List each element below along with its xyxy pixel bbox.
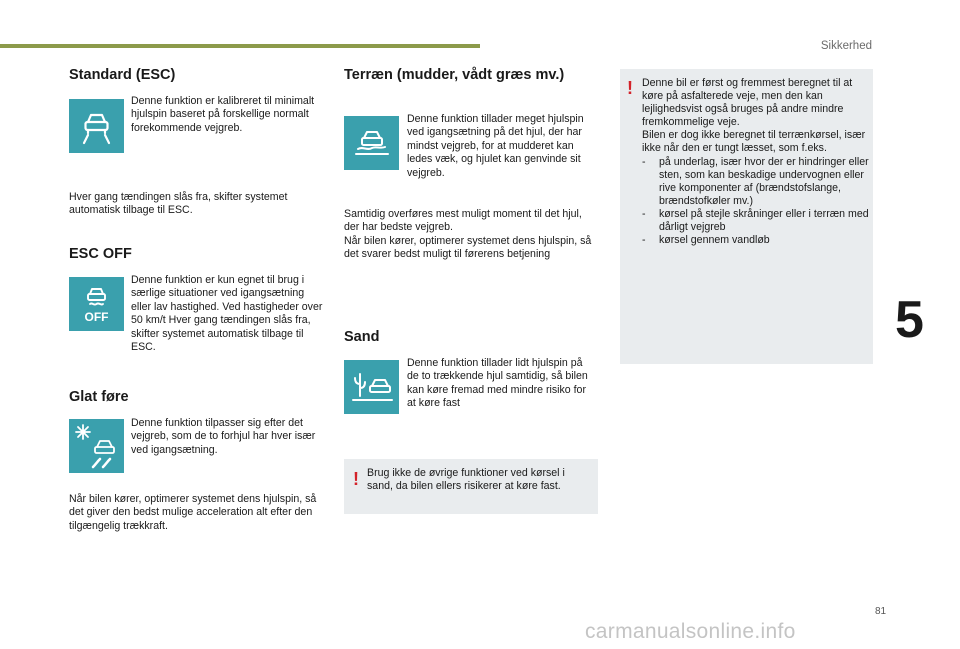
offroad-warning-paragraph-2: Bilen er dog ikke beregnet til terrænkørsel, især ikke når den er tungt læsset, som f.eks.: [642, 129, 866, 155]
glat-fore-description: Denne funktion tilpasser sig efter det vejgreb, som de to forhjul har hver især ved igangsætning.: [131, 417, 316, 456]
offroad-warning-list: [642, 156, 870, 248]
standard-esc-description: Denne funktion er kalibreret til minimalt hjulspin baseret på forskellige normalt forekommende vejgreb.: [131, 95, 315, 134]
standard-esc-note: Hver gang tændingen slås fra, skifter systemet automatisk tilbage til ESC.: [69, 191, 288, 217]
terrain-description: Denne funktion tillader meget hjulspin ved igangsætning på det hjul, der har mindst vejgreb, for at mudderet kan ledes væk, og hjulet kan genvinde sit vejgreb.: [407, 113, 584, 179]
accent-bar: [0, 44, 480, 48]
list-item: - på underlag, især hvor der er hindringer eller sten, som kan beskadige undervognen eller rive komponenter af (brændstofslange, brændstofkøler mv.): [642, 155, 869, 207]
watermark: carmanualsonline.info: [585, 620, 796, 643]
traction-road-icon: [69, 99, 124, 153]
sand-warning-text: Brug ikke de øvrige funktioner ved kørsel i sand, da bilen ellers risikerer at køre fast.: [367, 467, 565, 493]
standard-esc-heading: Standard (ESC): [69, 67, 176, 83]
sand-description: Denne funktion tillader lidt hjulspin på de to trækkende hjul samtidig, så bilen kan køre fremad med mindre risiko for at køre fast: [407, 357, 588, 410]
sand-cactus-icon: [344, 360, 399, 414]
glat-fore-note: Når bilen kører, optimerer systemet dens hjulspin, så det giver den bedst mulige acceleration alt efter den tilgængelig trækkraft.: [69, 493, 317, 532]
offroad-warning-paragraph-1: Denne bil er først og fremmest beregnet til at køre på asfalterede veje, men den kan lejlighedsvist også bruges på andre mindre fremkommelige veje.: [642, 77, 853, 129]
offroad-warning-box: [620, 69, 873, 364]
page-number: 81: [875, 606, 887, 617]
warning-icon: !: [627, 78, 633, 98]
snow-slippery-icon: [69, 419, 124, 473]
esc-off-heading: ESC OFF: [69, 246, 132, 262]
glat-fore-heading: Glat føre: [69, 389, 129, 405]
sand-heading: Sand: [344, 329, 380, 345]
terrain-heading: Terræn (mudder, vådt græs mv.): [344, 67, 565, 83]
list-item: - kørsel gennem vandløb: [642, 234, 770, 247]
warning-icon: !: [353, 469, 359, 489]
list-item: - kørsel på stejle skråninger eller i terræn med dårligt vejgreb: [642, 207, 869, 234]
terrain-note: Samtidig overføres mest muligt moment til det hjul, der har bedste vejgreb. Når bilen kører, optimerer systemet dens hjulspin, så det svarer bedst muligt til førerens betjening: [344, 208, 592, 261]
mud-terrain-icon: [344, 116, 399, 170]
esc-off-description: Denne funktion er kun egnet til brug i særlige situationer ved igangsætning eller lav hastighed. Ved hastigheder over 50 km/t Hver gang tændingen slås fra, skifter systemet automatisk tilbage til ESC.: [131, 274, 323, 354]
offroad-warning-content: [642, 77, 870, 247]
sand-warning-box: [344, 459, 598, 514]
chapter-number: 5: [895, 291, 924, 349]
esc-off-icon: [69, 277, 124, 331]
section-label: Sikkerhed: [820, 40, 872, 52]
esc-off-icon-label: OFF: [84, 310, 109, 324]
